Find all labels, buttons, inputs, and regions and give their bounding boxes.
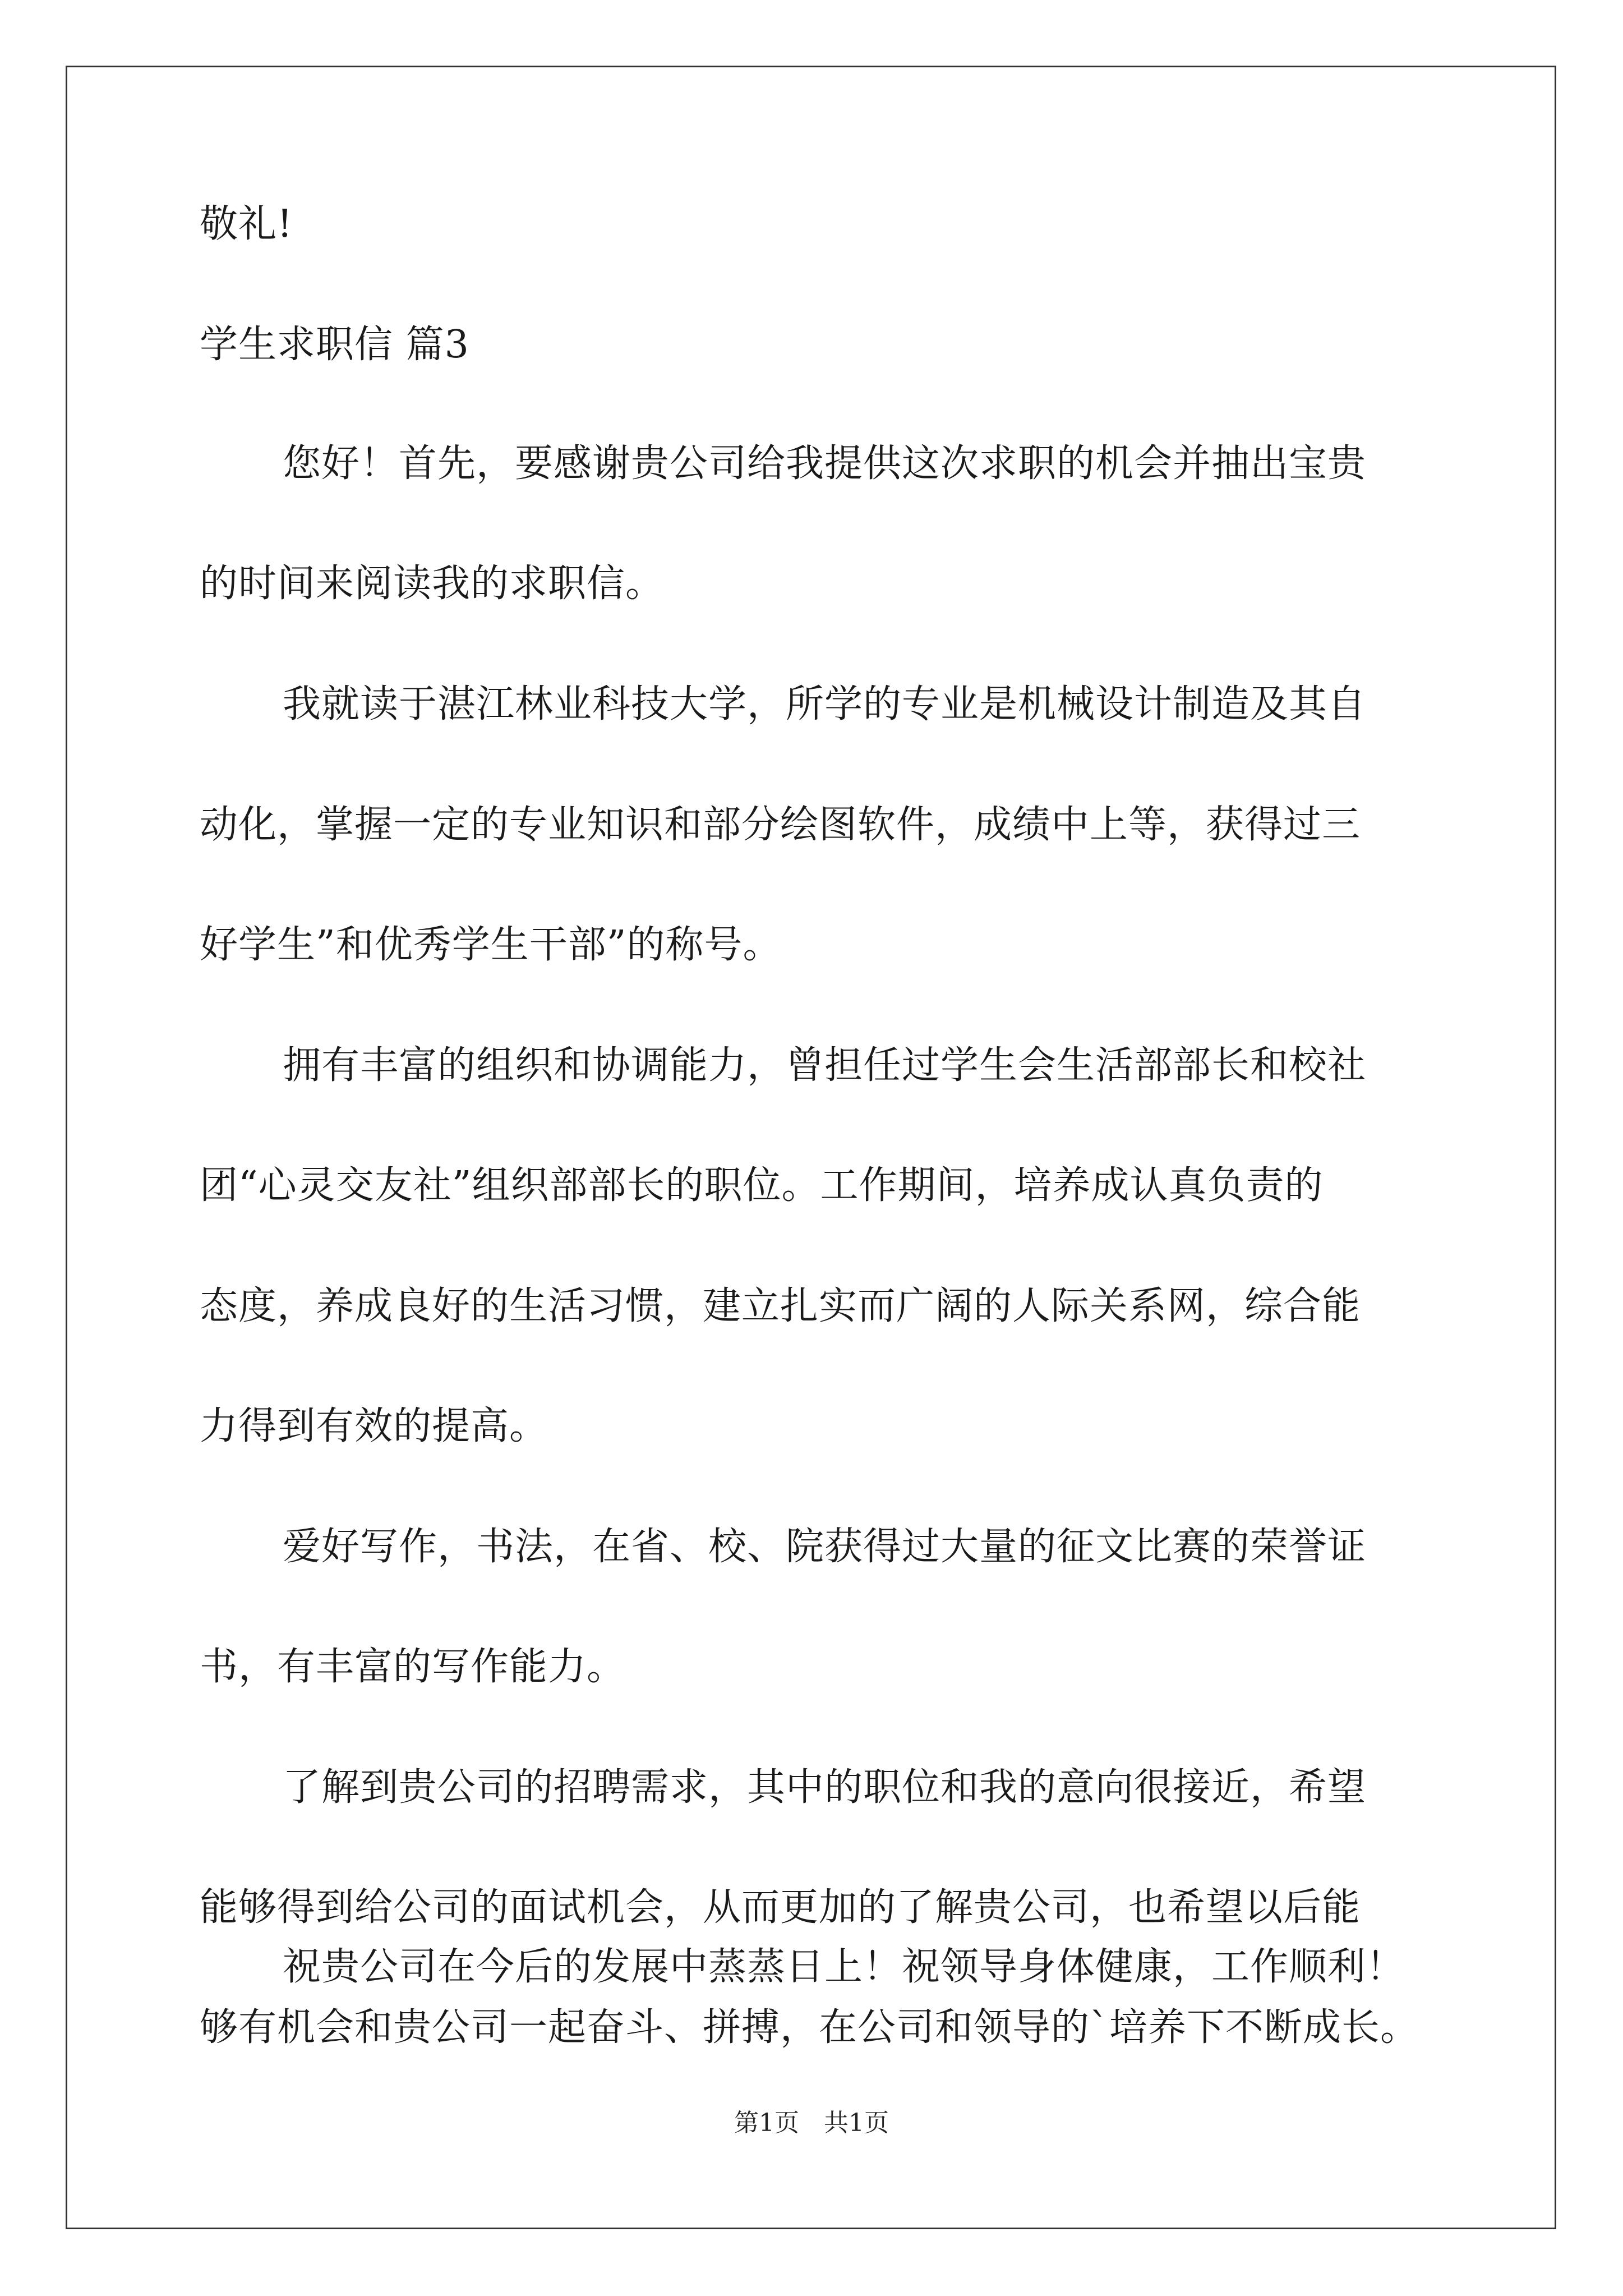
paragraph-line: 够有机会和贵公司一起奋斗、拼搏，在公司和领导的`培养下不断成长。: [200, 2005, 1419, 2050]
section-title: 学生求职信 篇3: [200, 323, 469, 367]
paragraph-line: 力得到有效的提高。: [200, 1404, 548, 1448]
paragraph-line: 拥有丰富的组织和协调能力，曾担任过学生会生活部部长和校社: [283, 1043, 1367, 1088]
closing-salutation: 敬礼!: [200, 202, 293, 246]
paragraph-line: 我就读于湛江林业科技大学，所学的专业是机械设计制造及其自: [283, 682, 1367, 726]
paragraph-line: 动化，掌握一定的专业知识和部分绘图软件，成绩中上等，获得过三: [200, 803, 1361, 847]
paragraph-line: 爱好写作，书法，在省、校、院获得过大量的征文比赛的荣誉证: [283, 1525, 1367, 1569]
paragraph-line: 团“心灵交友社”组织部部长的职位。工作期间，培养成认真负责的: [200, 1163, 1324, 1208]
paragraph-line: 能够得到给公司的面试机会，从而更加的了解贵公司，也希望以后能: [200, 1885, 1361, 1930]
paragraph-line: 祝贵公司在今后的发展中蒸蒸日上！祝领导身体健康，工作顺利！: [283, 1945, 1405, 1989]
page-number: 第1页 共1页: [734, 2109, 889, 2137]
paragraph-line: 您好！首先，要感谢贵公司给我提供这次求职的机会并抽出宝贵: [283, 441, 1367, 486]
paragraph-line: 的时间来阅读我的求职信。: [200, 562, 665, 606]
paragraph-line: 好学生”和优秀学生干部”的称号。: [200, 923, 782, 967]
paragraph-line: 态度，养成良好的生活习惯，建立扎实而广阔的人际关系网，综合能: [200, 1284, 1361, 1328]
paragraph-line: 书，有丰富的写作能力。: [200, 1645, 626, 1689]
paragraph-line: 了解到贵公司的招聘需求，其中的职位和我的意向很接近，希望: [283, 1765, 1367, 1810]
